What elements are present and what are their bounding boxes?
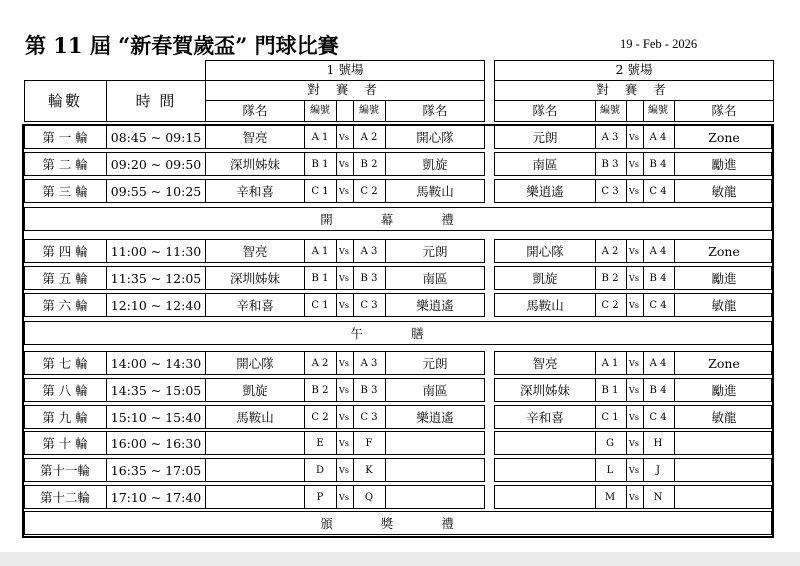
court2-code-b: C 4 <box>649 186 667 197</box>
match-time: 14:00 ~ 14:30 <box>110 356 202 371</box>
cell-divider <box>385 125 386 149</box>
court1-code-b: A 2 <box>360 132 378 143</box>
cell-divider <box>643 152 644 176</box>
match-time: 17:10 ~ 17:40 <box>110 490 202 505</box>
cell-divider <box>595 431 596 455</box>
court2-team-a: 辛和喜 <box>526 410 564 425</box>
cell-divider <box>643 458 644 482</box>
court1-code-a: B 2 <box>311 385 329 396</box>
match-time: 08:45 ~ 09:15 <box>110 130 202 145</box>
cell-divider <box>385 152 386 176</box>
court1-code-b: B 2 <box>360 159 378 170</box>
court1-vs-label: Vs <box>339 359 349 368</box>
court1-team-a: 智亮 <box>242 130 268 145</box>
round-label: 第十一輪 <box>39 463 91 478</box>
court1-code-a: B 1 <box>311 159 329 170</box>
match-time: 09:55 ~ 10:25 <box>110 184 202 199</box>
cell-divider <box>385 458 386 482</box>
cell-divider <box>385 351 386 375</box>
header-divider <box>626 100 627 122</box>
cell-divider <box>385 405 386 429</box>
cell-divider <box>385 378 386 402</box>
cell-divider <box>595 405 596 429</box>
court2-code-b: A 4 <box>649 132 667 143</box>
match-time: 12:10 ~ 12:40 <box>110 298 202 313</box>
header-divider <box>336 100 337 122</box>
court2-code-a: B 3 <box>601 159 619 170</box>
court1-vs-label: Vs <box>339 493 349 502</box>
court2-code-b: B 4 <box>649 385 667 396</box>
cell-divider <box>336 266 337 290</box>
header-round-label: 輪數 <box>47 92 83 110</box>
cell-divider <box>674 431 675 455</box>
court2-team-label-a: 隊名 <box>532 103 558 118</box>
court1-team-b: 元朗 <box>422 244 448 259</box>
court2-code-b: C 4 <box>649 300 667 311</box>
court1-code-a: P <box>316 492 324 503</box>
court2-number-label-b: 編號 <box>648 105 668 116</box>
cell-divider <box>304 458 305 482</box>
court1-vs-label: Vs <box>339 187 349 196</box>
court2-code-b: C 4 <box>649 412 667 423</box>
cell-divider <box>643 431 644 455</box>
cell-divider <box>385 179 386 203</box>
cell-divider <box>626 405 627 429</box>
court2-vs-label: Vs <box>629 160 639 169</box>
court2-team-a: 元朗 <box>532 130 558 145</box>
match-time: 11:00 ~ 11:30 <box>110 244 202 259</box>
cell-divider <box>304 266 305 290</box>
cell-divider <box>626 431 627 455</box>
cell-divider <box>643 485 644 509</box>
court2-code-b: B 4 <box>649 273 667 284</box>
court2-vs-label: Vs <box>629 386 639 395</box>
court2-team-b: Zone <box>708 130 740 145</box>
court2-team-label-b: 隊名 <box>711 103 737 118</box>
round-label: 第 一 輪 <box>42 130 88 145</box>
court1-code-b: A 3 <box>360 246 378 257</box>
court2-team-b: 敏龍 <box>711 184 737 199</box>
court2-code-a: B 1 <box>601 385 619 396</box>
cell-divider <box>595 152 596 176</box>
court2-versus-label: 對 賽 者 <box>596 82 672 97</box>
court1-code-b: C 3 <box>360 412 378 423</box>
header-divider <box>494 80 774 81</box>
header-divider <box>385 100 386 122</box>
cell-divider <box>643 179 644 203</box>
cell-divider <box>304 239 305 263</box>
court1-team-a: 辛和喜 <box>236 298 274 313</box>
cell-divider <box>626 485 627 509</box>
round-label: 第 八 輪 <box>42 383 88 398</box>
cell-divider <box>626 152 627 176</box>
cell-divider <box>595 125 596 149</box>
cell-divider <box>353 239 354 263</box>
court2-team-b: 勵進 <box>711 383 737 398</box>
court2-vs-label: Vs <box>629 493 639 502</box>
cell-divider <box>674 405 675 429</box>
cell-divider <box>595 378 596 402</box>
cell-divider <box>595 351 596 375</box>
court2-code-b: N <box>653 492 663 503</box>
round-label: 第 四 輪 <box>42 244 88 259</box>
cell-divider <box>626 458 627 482</box>
court1-code-b: F <box>365 438 373 449</box>
cell-divider <box>674 152 675 176</box>
court2-label: 2 號場 <box>615 62 653 77</box>
cell-divider <box>643 405 644 429</box>
court1-team-a: 馬鞍山 <box>236 410 274 425</box>
court1-vs-label: Vs <box>339 466 349 475</box>
court2-vs-label: Vs <box>629 247 639 256</box>
court1-team-a: 開心隊 <box>236 356 274 371</box>
cell-divider <box>595 293 596 317</box>
cell-divider <box>385 431 386 455</box>
round-label: 第 七 輪 <box>42 356 88 371</box>
cell-divider <box>643 351 644 375</box>
court2-code-a: B 2 <box>601 273 619 284</box>
court2-team-a: 深圳姊妹 <box>519 383 571 398</box>
court2-vs-label: Vs <box>629 187 639 196</box>
cell-divider <box>304 125 305 149</box>
court1-vs-label: Vs <box>339 274 349 283</box>
court1-vs-label: Vs <box>339 386 349 395</box>
round-label: 第 三 輪 <box>42 184 88 199</box>
cell-divider <box>336 152 337 176</box>
cell-divider <box>353 485 354 509</box>
cell-divider <box>304 351 305 375</box>
court2-vs-label: Vs <box>629 274 639 283</box>
court1-code-a: B 1 <box>311 273 329 284</box>
cell-divider <box>336 239 337 263</box>
cell-divider <box>643 378 644 402</box>
court1-label: 1 號場 <box>326 62 364 77</box>
court1-vs-label: Vs <box>339 160 349 169</box>
cell-divider <box>353 125 354 149</box>
round-label: 第十二輪 <box>39 490 91 505</box>
match-time: 11:35 ~ 12:05 <box>110 271 202 286</box>
court2-vs-label: Vs <box>629 359 639 368</box>
cell-divider <box>595 485 596 509</box>
cell-divider <box>353 458 354 482</box>
banner-label: 午 膳 <box>350 326 446 341</box>
court1-vs-label: Vs <box>339 133 349 142</box>
cell-divider <box>595 239 596 263</box>
header-time-label: 時 間 <box>135 92 177 110</box>
court2-code-a: C 2 <box>601 300 619 311</box>
court1-team-b: 樂逍遙 <box>416 410 454 425</box>
cell-divider <box>336 293 337 317</box>
document-title: 第 11 屆 “新春賀歲盃” 門球比賽 <box>25 33 339 58</box>
match-time: 15:10 ~ 15:40 <box>110 410 202 425</box>
cell-divider <box>353 378 354 402</box>
cell-divider <box>626 293 627 317</box>
court2-number-label-a: 編號 <box>600 105 620 116</box>
court2-team-a: 凱旋 <box>532 271 558 286</box>
cell-divider <box>353 431 354 455</box>
court2-team-a: 南區 <box>532 157 558 172</box>
cell-divider <box>674 266 675 290</box>
court1-code-b: B 3 <box>360 385 378 396</box>
court2-code-b: A 4 <box>649 358 667 369</box>
court2-team-b: 勵進 <box>711 271 737 286</box>
court2-code-a: A 2 <box>601 246 619 257</box>
court2-team-a: 智亮 <box>532 356 558 371</box>
cell-divider <box>674 179 675 203</box>
cell-divider <box>385 266 386 290</box>
header-divider <box>494 100 774 101</box>
court2-code-b: J <box>655 465 661 476</box>
court1-team-a: 智亮 <box>242 244 268 259</box>
court1-team-a: 深圳姊妹 <box>229 157 281 172</box>
page-footer-strip <box>0 552 800 566</box>
court2-team-b: Zone <box>708 244 740 259</box>
cell-divider <box>336 125 337 149</box>
match-time: 14:35 ~ 15:05 <box>110 383 202 398</box>
cell-divider <box>304 431 305 455</box>
cell-divider <box>304 293 305 317</box>
cell-divider <box>595 179 596 203</box>
court1-team-b: 開心隊 <box>416 130 454 145</box>
cell-divider <box>643 239 644 263</box>
court1-vs-label: Vs <box>339 247 349 256</box>
court1-team-label-a: 隊名 <box>242 103 268 118</box>
cell-divider <box>595 266 596 290</box>
cell-divider <box>353 351 354 375</box>
cell-divider <box>385 239 386 263</box>
court2-vs-label: Vs <box>629 439 639 448</box>
court1-code-b: K <box>365 465 373 476</box>
court1-versus-label: 對 賽 者 <box>307 82 383 97</box>
round-label: 第 五 輪 <box>42 271 88 286</box>
cell-divider <box>304 179 305 203</box>
court1-code-a: C 1 <box>311 186 329 197</box>
court1-number-label-b: 編號 <box>359 105 379 116</box>
court1-code-a: C 1 <box>311 300 329 311</box>
cell-divider <box>336 485 337 509</box>
court1-team-b: 南區 <box>422 271 448 286</box>
court1-team-a: 深圳姊妹 <box>229 271 281 286</box>
court2-team-a: 馬鞍山 <box>526 298 564 313</box>
court1-team-b: 凱旋 <box>422 157 448 172</box>
court2-code-a: G <box>606 438 614 449</box>
court2-vs-label: Vs <box>629 301 639 310</box>
court1-vs-label: Vs <box>339 301 349 310</box>
court1-team-label-b: 隊名 <box>422 103 448 118</box>
header-divider <box>353 100 354 122</box>
court1-code-a: C 2 <box>311 412 329 423</box>
cell-divider <box>674 485 675 509</box>
court1-code-a: D <box>315 465 325 476</box>
court2-team-b: Zone <box>708 356 740 371</box>
court2-team-b: 敏龍 <box>711 298 737 313</box>
court2-vs-label: Vs <box>629 413 639 422</box>
cell-divider <box>385 293 386 317</box>
cell-divider <box>595 458 596 482</box>
court2-code-b: H <box>653 438 663 449</box>
cell-divider <box>304 485 305 509</box>
cell-divider <box>626 378 627 402</box>
court2-code-a: A 1 <box>601 358 619 369</box>
cell-divider <box>304 152 305 176</box>
cell-divider <box>353 293 354 317</box>
court1-code-a: E <box>316 438 324 449</box>
court1-team-b: 元朗 <box>422 356 448 371</box>
cell-divider <box>336 431 337 455</box>
cell-divider <box>626 266 627 290</box>
court2-code-a: C 1 <box>601 412 619 423</box>
match-time: 09:20 ~ 09:50 <box>110 157 202 172</box>
match-time: 16:00 ~ 16:30 <box>110 436 202 451</box>
court2-vs-label: Vs <box>629 133 639 142</box>
cell-divider <box>674 125 675 149</box>
round-label: 第 十 輪 <box>42 436 88 451</box>
cell-divider <box>336 405 337 429</box>
cell-divider <box>304 378 305 402</box>
cell-divider <box>626 125 627 149</box>
cell-divider <box>336 179 337 203</box>
court1-code-a: A 1 <box>311 132 329 143</box>
court2-code-a: M <box>604 492 616 503</box>
cell-divider <box>304 405 305 429</box>
cell-divider <box>336 378 337 402</box>
header-divider <box>674 100 675 122</box>
cell-divider <box>626 179 627 203</box>
header-divider <box>205 100 485 101</box>
banner-label: 開 幕 禮 <box>320 212 476 227</box>
court1-code-b: C 3 <box>360 300 378 311</box>
court2-team-b: 勵進 <box>711 157 737 172</box>
court1-code-b: A 3 <box>360 358 378 369</box>
cell-divider <box>674 293 675 317</box>
court1-vs-label: Vs <box>339 439 349 448</box>
cell-divider <box>674 458 675 482</box>
cell-divider <box>353 152 354 176</box>
cell-divider <box>674 378 675 402</box>
round-label: 第 六 輪 <box>42 298 88 313</box>
round-label: 第 二 輪 <box>42 157 88 172</box>
court2-code-b: B 4 <box>649 159 667 170</box>
cell-divider <box>643 293 644 317</box>
header-divider <box>205 80 485 81</box>
cell-divider <box>353 179 354 203</box>
cell-divider <box>336 458 337 482</box>
cell-divider <box>336 351 337 375</box>
cell-divider <box>385 485 386 509</box>
court2-code-a: C 3 <box>601 186 619 197</box>
cell-divider <box>674 239 675 263</box>
court1-team-b: 馬鞍山 <box>416 184 454 199</box>
court2-code-a: L <box>606 465 614 476</box>
cell-divider <box>674 351 675 375</box>
court1-code-a: A 2 <box>311 358 329 369</box>
court1-code-b: C 2 <box>360 186 378 197</box>
court2-code-a: A 3 <box>601 132 619 143</box>
cell-divider <box>626 351 627 375</box>
court1-team-b: 樂逍遙 <box>416 298 454 313</box>
court1-number-label-a: 編號 <box>310 105 330 116</box>
cell-divider <box>643 125 644 149</box>
court2-code-b: A 4 <box>649 246 667 257</box>
banner-label: 頒 獎 禮 <box>320 516 476 531</box>
header-divider <box>304 100 305 122</box>
court2-team-a: 樂逍遙 <box>526 184 564 199</box>
court1-code-b: B 3 <box>360 273 378 284</box>
court1-team-b: 南區 <box>422 383 448 398</box>
cell-divider <box>643 266 644 290</box>
court1-vs-label: Vs <box>339 413 349 422</box>
court1-team-a: 凱旋 <box>242 383 268 398</box>
court1-team-a: 辛和喜 <box>236 184 274 199</box>
document-date: 19 - Feb - 2026 <box>620 37 698 51</box>
round-label: 第 九 輪 <box>42 410 88 425</box>
cell-divider <box>626 239 627 263</box>
court2-team-a: 開心隊 <box>526 244 564 259</box>
cell-divider <box>353 405 354 429</box>
match-time: 16:35 ~ 17:05 <box>110 463 202 478</box>
court1-code-a: A 1 <box>311 246 329 257</box>
header-divider <box>595 100 596 122</box>
court1-code-b: Q <box>364 492 374 503</box>
header-divider <box>643 100 644 122</box>
court2-vs-label: Vs <box>629 466 639 475</box>
cell-divider <box>353 266 354 290</box>
court2-team-b: 敏龍 <box>711 410 737 425</box>
